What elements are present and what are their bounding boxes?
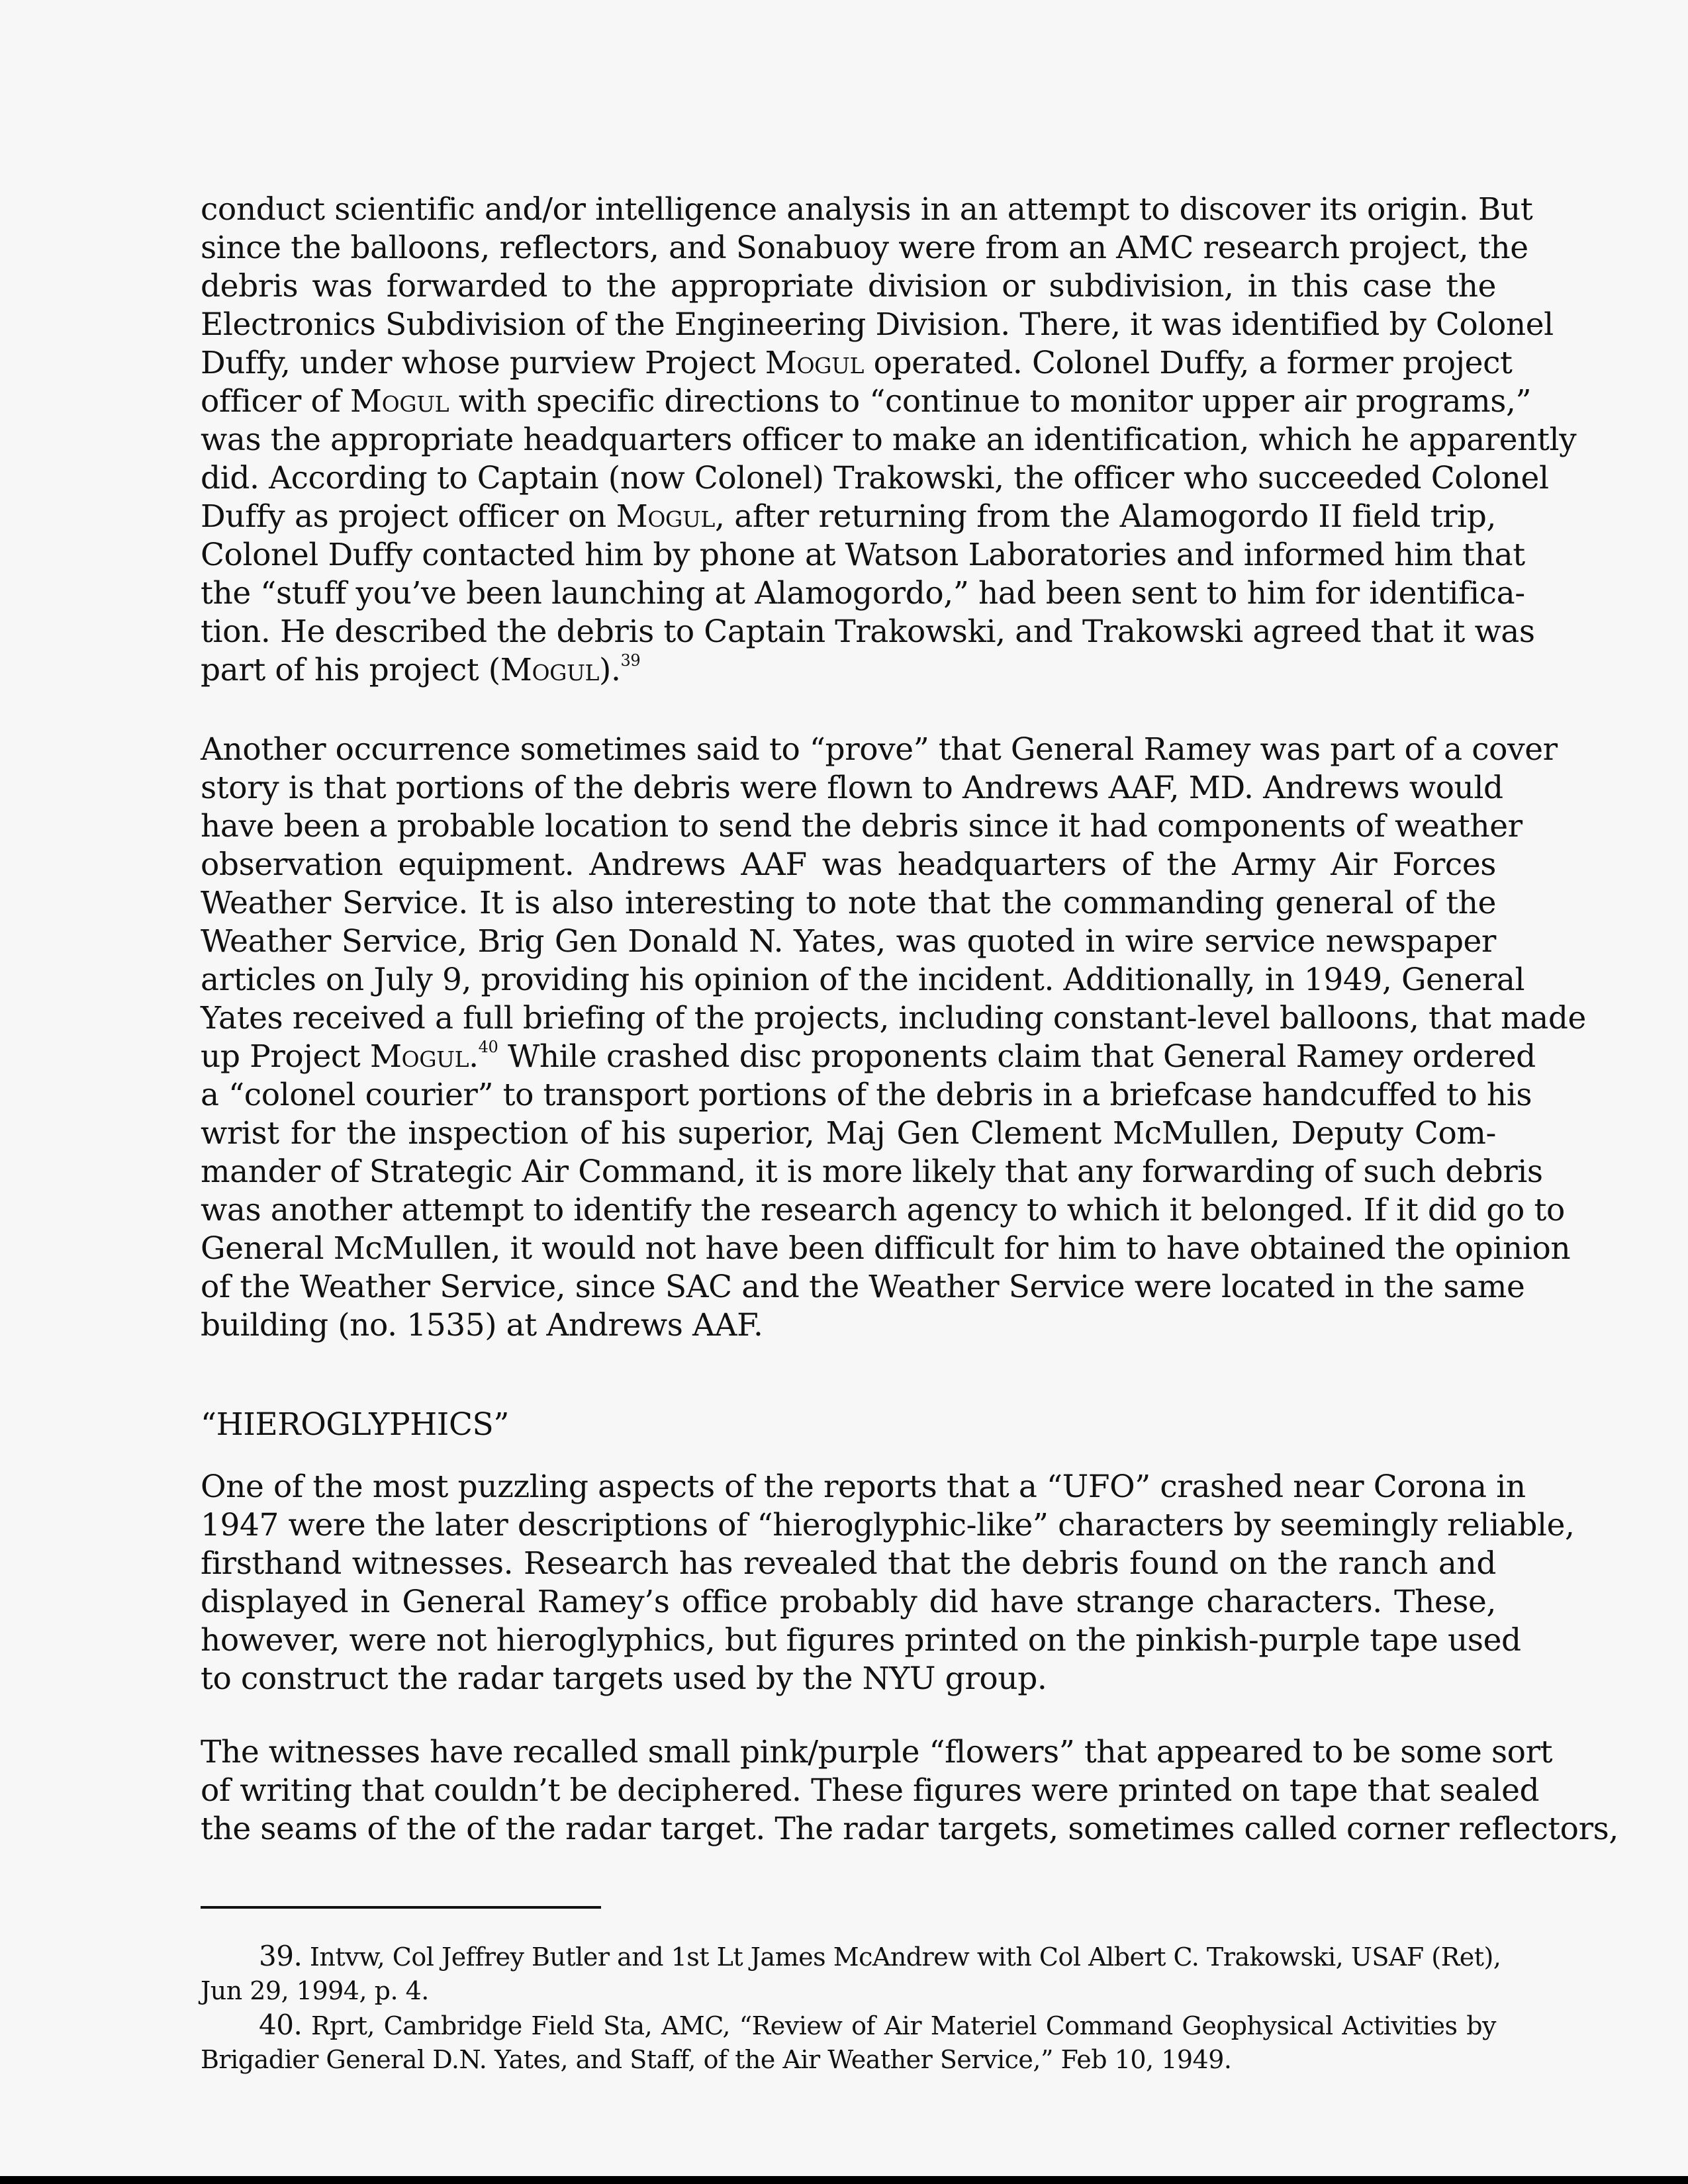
paragraph-witnesses <box>201 1733 1618 1848</box>
text-line: building (no. 1535) at Andrews AAF. <box>201 1307 763 1343</box>
text-line: The witnesses have recalled small pink/purple “flowers” that appeared to be some sort <box>201 1734 1553 1770</box>
text-segment: up Project <box>201 1038 370 1075</box>
text-line: One of the most puzzling aspects of the reports that a “UFO” crashed near Corona in <box>201 1469 1526 1505</box>
text-line: was the appropriate headquarters officer to make an identification, which he apparently <box>201 422 1577 458</box>
text-line: 1947 were the later descriptions of “hieroglyphic-like” characters by seemingly reliable, <box>201 1507 1575 1543</box>
text-line: to construct the radar targets used by the NYU group. <box>201 1661 1047 1697</box>
text-line: have been a probable location to send the debris since it had components of weather <box>201 808 1523 844</box>
text-segment: Duffy as project officer on <box>201 498 616 535</box>
text-line: tion. He described the debris to Captain Trakowski, and Trakowski agreed that it was <box>201 614 1535 650</box>
text-line <box>201 498 1496 536</box>
text-line: articles on July 9, providing his opinion of the incident. Additionally, in 1949, General <box>201 962 1525 998</box>
footnote-40-continued: Brigadier General D.N. Yates, and Staff, of the Air Weather Service,” Feb 10, 1949. <box>201 2045 1232 2074</box>
footnote-number: 40. <box>259 2009 303 2041</box>
text-line: of writing that couldn’t be deciphered. These figures were printed on tape that sealed <box>201 1772 1540 1809</box>
text-line: story is that portions of the debris were flown to Andrews AAF, MD. Andrews would <box>201 770 1503 806</box>
text-line: mander of Strategic Air Command, it is more likely that any forwarding of such debris <box>201 1154 1543 1190</box>
text-line: conduct scientific and/or intelligence analysis in an attempt to discover its origin. But <box>201 191 1533 228</box>
footnotes <box>201 1939 1501 2077</box>
footnote-39-continued: Jun 29, 1994, p. 4. <box>201 1976 429 2005</box>
footnote-reference[interactable]: 39 <box>620 651 641 670</box>
text-line: the seams of the of the radar target. The radar targets, sometimes called corner reflectors, <box>201 1811 1618 1847</box>
text-line: Weather Service, Brig Gen Donald N. Yates, was quoted in wire service newspaper <box>201 923 1496 960</box>
text-segment: officer of <box>201 383 350 420</box>
text-line: observation equipment. Andrews AAF was headquarters of the Army Air Forces <box>201 846 1496 883</box>
project-name: Mogul <box>765 345 865 381</box>
text-line: wrist for the inspection of his superior, Maj Gen Clement McMullen, Deputy Com- <box>201 1115 1496 1152</box>
project-name: Mogul <box>616 498 715 535</box>
text-line: Electronics Subdivision of the Engineering Division. There, it was identified by Colonel <box>201 306 1554 343</box>
text-line: was another attempt to identify the research agency to which it belonged. If it did go to <box>201 1192 1565 1228</box>
text-segment: with specific directions to “continue to monitor upper air programs,” <box>449 383 1532 420</box>
project-name: Mogul <box>369 1038 469 1075</box>
footnote-text: Rprt, Cambridge Field Sta, AMC, “Review of Air Materiel Command Geophysical Activities by <box>302 2011 1496 2040</box>
section-heading <box>201 1406 1496 1444</box>
text-line: Yates received a full briefing of the projects, including constant-level balloons, that made <box>201 1000 1586 1036</box>
text-segment: ). <box>599 652 621 688</box>
footnote-divider <box>201 1906 601 1909</box>
text-line <box>201 651 1496 690</box>
paragraph-mogul-identification <box>201 191 1577 690</box>
footnote-number: 39. <box>259 1940 303 1972</box>
text-line: however, were not hieroglyphics, but figures printed on the pinkish-purple tape used <box>201 1622 1521 1659</box>
footnote-39 <box>201 1939 1501 1974</box>
text-segment: Duffy, under whose purview Project <box>201 345 765 381</box>
text-line: Weather Service. It is also interesting to note that the commanding general of the <box>201 885 1496 921</box>
text-line: of the Weather Service, since SAC and the Weather Service were located in the same <box>201 1269 1525 1305</box>
text-segment: While crashed disc proponents claim that General Ramey ordered <box>498 1038 1536 1075</box>
paragraph-andrews-aaf <box>201 731 1586 1345</box>
scan-edge-bar <box>0 2176 1688 2184</box>
text-line <box>201 1038 1536 1076</box>
project-name: Mogul <box>350 383 449 420</box>
section-heading-text: “HIEROGLYPHICS” <box>201 1406 509 1443</box>
text-segment: part of his project ( <box>201 652 500 688</box>
text-line: debris was forwarded to the appropriate division or subdivision, in this case the <box>201 268 1496 304</box>
project-name: Mogul <box>500 652 600 688</box>
text-line <box>201 383 1532 421</box>
text-line: did. According to Captain (now Colonel) Trakowski, the officer who succeeded Colonel <box>201 460 1549 496</box>
text-line: a “colonel courier” to transport portions of the debris in a briefcase handcuffed to his <box>201 1077 1532 1113</box>
footnote-reference[interactable]: 40 <box>478 1038 498 1056</box>
text-line: Colonel Duffy contacted him by phone at Watson Laboratories and informed him that <box>201 537 1525 573</box>
text-line: Another occurrence sometimes said to “prove” that General Ramey was part of a cover <box>201 731 1558 768</box>
footnote-40 <box>201 2008 1496 2042</box>
paragraph-hieroglyphics <box>201 1468 1575 1698</box>
text-segment: , after returning from the Alamogordo II field trip, <box>714 498 1496 535</box>
text-segment: operated. Colonel Duffy, a former project <box>864 345 1513 381</box>
text-line <box>201 344 1513 383</box>
footnote-text: Intvw, Col Jeffrey Butler and 1st Lt James McAndrew with Col Albert C. Trakowski, USAF (Ret), <box>302 1942 1501 1972</box>
text-line: General McMullen, it would not have been difficult for him to have obtained the opinion <box>201 1230 1571 1267</box>
text-segment: . <box>469 1038 479 1075</box>
text-line: since the balloons, reflectors, and Sonabuoy were from an AMC research project, the <box>201 230 1528 266</box>
text-line: firsthand witnesses. Research has revealed that the debris found on the ranch and <box>201 1545 1496 1582</box>
text-line: displayed in General Ramey’s office probably did have strange characters. These, <box>201 1584 1496 1620</box>
text-line: the “stuff you’ve been launching at Alamogordo,” had been sent to him for identifica- <box>201 575 1525 612</box>
